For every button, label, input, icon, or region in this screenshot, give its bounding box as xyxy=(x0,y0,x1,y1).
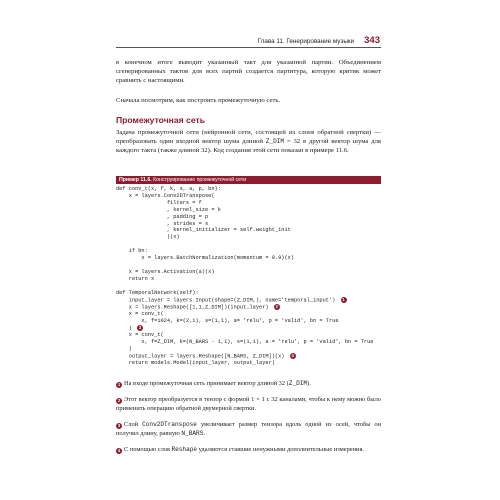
page-number: 343 xyxy=(364,35,380,46)
section-text-b: = 32 в другой вектор шума для каждого такта (также длиной 32). Код создания этой сети показан в примере 11.6. xyxy=(116,138,381,155)
callout-marker-1: 1 xyxy=(342,296,345,302)
note-marker-3: 3 xyxy=(117,422,121,428)
note-3-text-a: Слой xyxy=(124,421,143,428)
note-marker-1: 1 xyxy=(117,381,121,387)
note-1-text-b: ). xyxy=(307,380,311,387)
callout-marker-2: 2 xyxy=(275,303,278,309)
callout-note-3 xyxy=(116,421,381,439)
code-part-5: return models.Model(input_layer, output_layer) xyxy=(128,360,275,367)
code-part-1: def conv_t(x, f, k, s, a, p, bn): x = layers.Conv2DTranspose( filters = f , kernel_size = k , padding = p , strides = s , kernel_initializer = self.weight_init )(x) if bn: x = layers.BatchNormalization(momentum = 0.9)(x) x = layers.Activation(a)(x) return x def TemporalNetwork(self): input_layer = layers.Input(shape=(Z_DIM,), name='temporal_input') xyxy=(116,186,336,303)
note-marker-2: 2 xyxy=(117,397,121,403)
note-4-code: Reshape xyxy=(171,446,198,453)
note-3-code: Conv2DTranspose xyxy=(142,421,197,428)
listing-caption-text: Конструирование промежуточной сети xyxy=(151,177,247,183)
inline-code-zdim: Z_DIM xyxy=(265,138,285,146)
callout-note-4 xyxy=(116,446,381,455)
note-3-text-b: увеличивает размер тензора вдоль одной из осей, чтобы он получил длину, равную xyxy=(116,421,381,437)
running-head xyxy=(258,30,380,46)
section-text-a: Задача промежуточной сети (нейронной сети, состоящей из слоев обратной свертки) — преобразовать один входной вектор шума длиной xyxy=(116,129,381,146)
section-heading: Промежуточная сеть xyxy=(116,115,205,125)
header-rule xyxy=(116,47,381,48)
note-3-text-c: . xyxy=(203,429,205,437)
code-part-2: x = layers.Reshape([1,1,Z_DIM])(input_layer) xyxy=(128,304,269,311)
code-part-3: x = conv_t( x, f=1024, k=(2,1), s=(1,1), a= 'relu', p = 'valid', bn = True ) xyxy=(128,311,339,332)
section-paragraph xyxy=(116,128,381,155)
note-4-text-b: удаляются ставшие ненужными дополнительные измерения. xyxy=(197,446,364,453)
callout-note-1 xyxy=(116,380,381,389)
note-3-code-2: N_BARS xyxy=(181,429,204,437)
listing-caption xyxy=(116,176,381,184)
intro-paragraph-1: в конечном итоге выводит указанный такт для указанной партии. Объединением сгенерированных тактов для всех партий создается партитура, которую критик может сравнить с настоящими. xyxy=(116,59,381,85)
note-4-text-a: С помощью слоя xyxy=(124,446,172,453)
intro-paragraph-2: Сначала посмотрим, как построить промежуточную сеть. xyxy=(116,97,281,104)
note-marker-4: 4 xyxy=(117,447,121,453)
note-2-text: Этот вектор преобразуется в тензор с формой 1 × 1 с 32 каналами, чтобы к нему можно было применить операцию обратной двумерной свертки. xyxy=(116,396,381,412)
code-listing xyxy=(116,186,381,367)
callout-marker-4: 4 xyxy=(291,352,294,358)
listing-label: Пример 11.6. xyxy=(119,177,152,183)
chapter-title: Глава 11. Генерирование музыки xyxy=(257,38,355,45)
callout-note-2 xyxy=(116,396,381,414)
note-1-code: Z_DIM xyxy=(288,380,308,387)
note-1-text-a: На входе промежуточная сеть принимает вектор длиной 32 ( xyxy=(124,380,289,387)
callout-marker-3: 3 xyxy=(138,324,142,330)
code-part-4: x = conv_t( x, f=Z_DIM, k=(N_BARS - 1,1), s=(1,1), a = 'relu', p = 'valid', bn = True ) output_layer = layers.Reshape([N_BARS, Z_DIM])(x) xyxy=(128,332,374,360)
